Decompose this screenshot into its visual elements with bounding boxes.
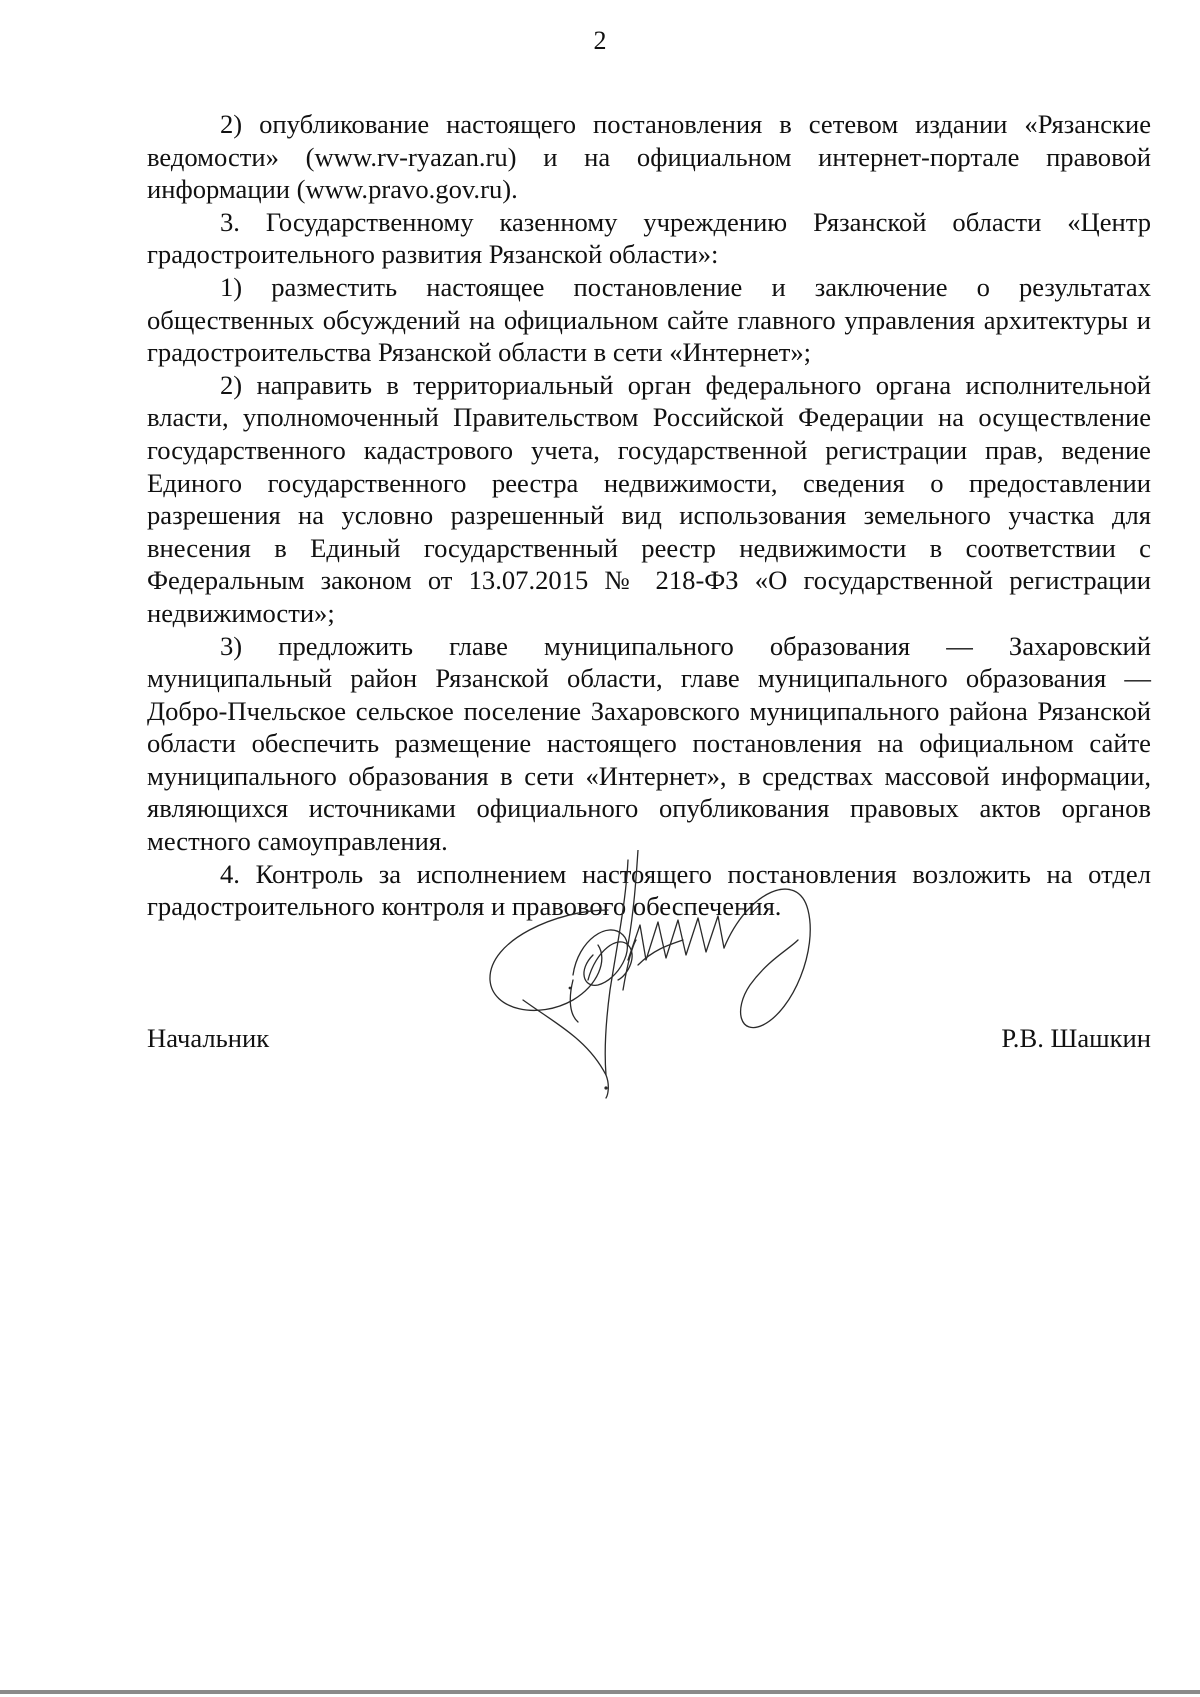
signatory-position: Начальник — [147, 1023, 270, 1053]
scan-bottom-edge — [0, 1690, 1200, 1694]
paragraph-publication: 2) опубликование настоящего постановления в сетевом издании «Рязанские ведомости» (www.rv-ryazan.ru) и на официальном интернет-портале правовой информации (www.pravo.gov.ru). — [147, 109, 1151, 205]
paragraph-item-3-1: 1) разместить настоящее постановление и заключение о результатах общественных обсуждений на официальном сайте главного управления архитектуры и градостроительства Рязанской области в сети «Интернет»; — [147, 271, 1151, 368]
signatory-name: Р.В. Шашкин — [1001, 1023, 1151, 1053]
document-body — [147, 108, 1151, 923]
paragraph-item-3: 3. Государственному казенному учреждению Рязанской области «Центр градостроительного развития Рязанской области»: — [147, 206, 1151, 270]
paragraph-item-3-2: 2) направить в территориальный орган федерального органа исполнительной власти, уполномоченный Правительством Российской Федерации на осуществление государственного кадастрового учета, государственной регистрации прав, ведение Единого государственного реестра недвижимости, сведения о предоставлении разрешения на условно разрешенный вид использования земельного участка для внесения в Единый государственный реестр недвижимости в соответствии с Федеральным законом от 13.07.2015 № 218-ФЗ «О государственной регистрации недвижимости»; — [147, 369, 1151, 628]
page-number: 2 — [593, 26, 607, 55]
paragraph-item-4: 4. Контроль за исполнением настоящего постановления возложить на отдел градостроительного контроля и правового обеспечения. — [147, 858, 1151, 922]
handwritten-signature — [478, 850, 838, 1140]
paragraph-item-3-3: 3) предложить главе муниципального образования — Захаровский муниципальный район Рязанской области, главе муниципального образования — Добро-Пчельское сельское поселение Захаровского муниципального района Рязанской области обеспечить размещение настоящего постановления на официальном сайте муниципального образования в сети «Интернет», в средствах массовой информации, являющихся источниками официального опубликования правовых актов органов местного самоуправления. — [147, 630, 1151, 857]
